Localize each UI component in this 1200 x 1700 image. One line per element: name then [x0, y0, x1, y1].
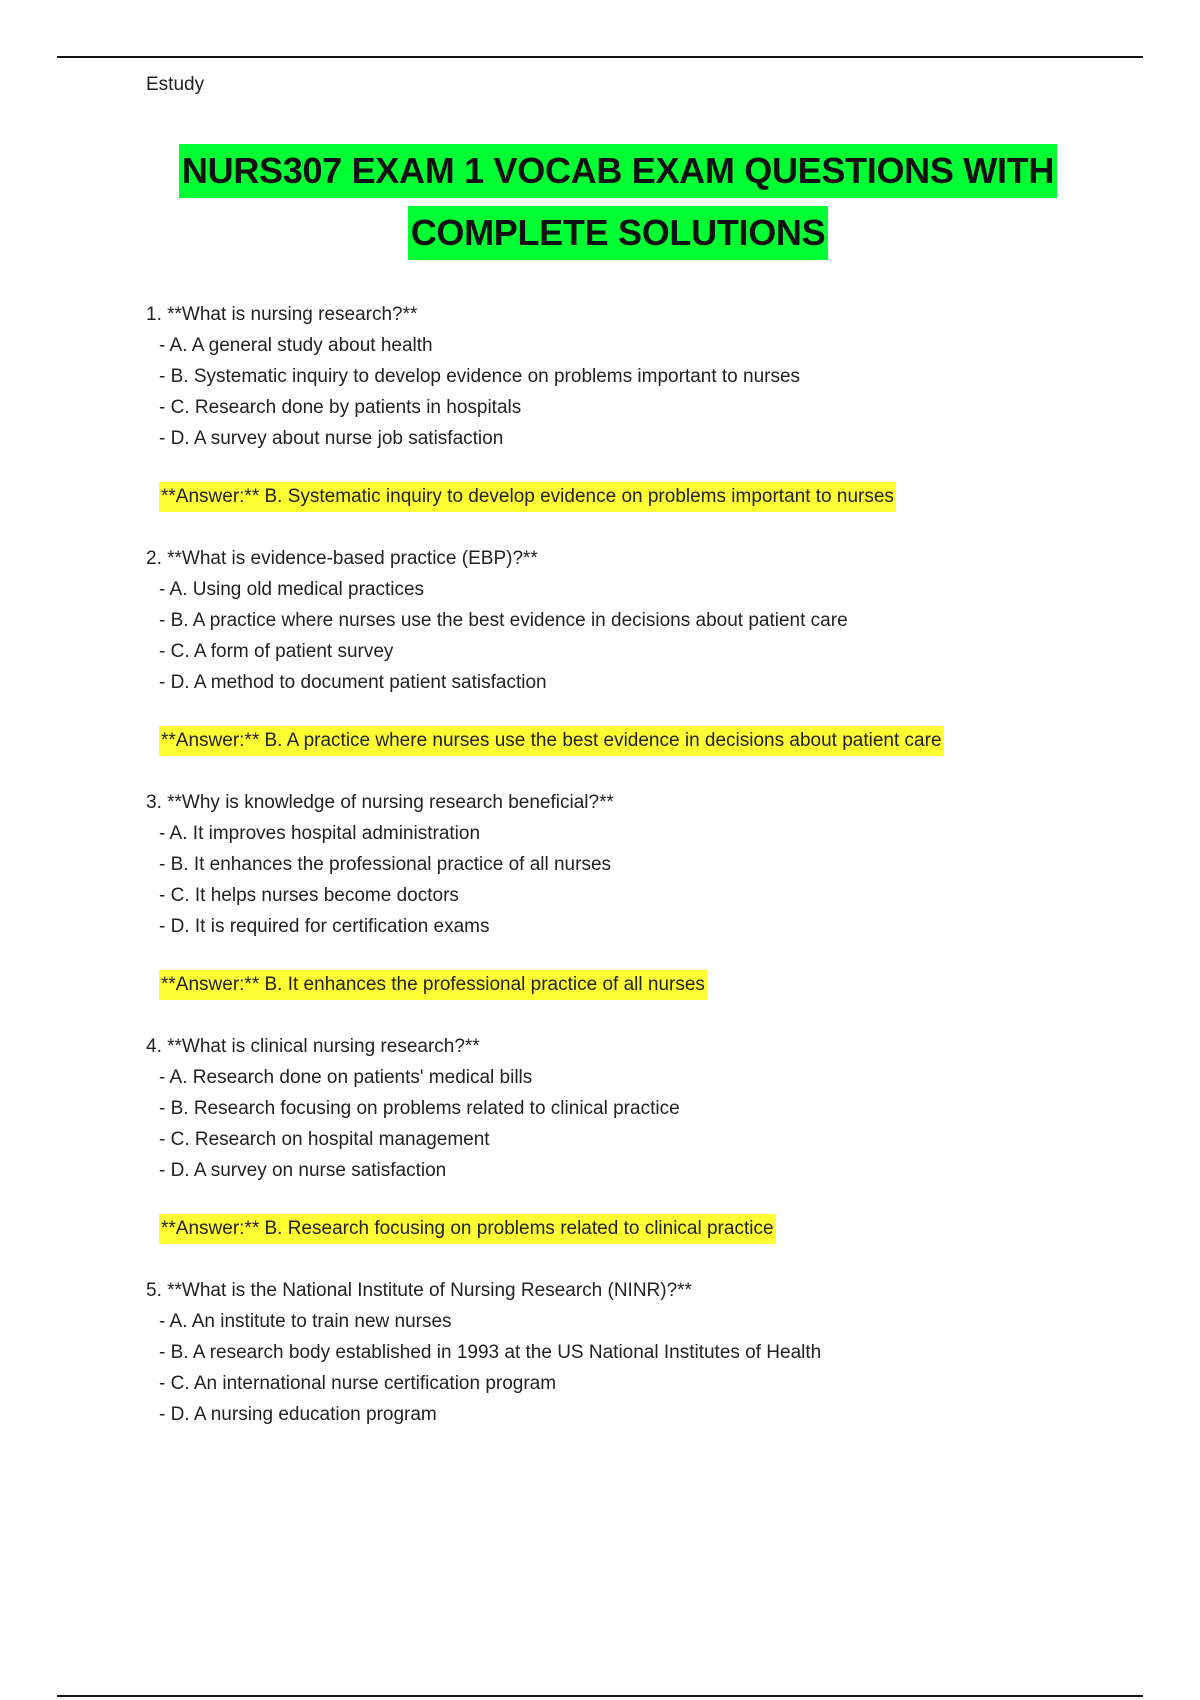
option-b: - B. Research focusing on problems related to clinical practice: [159, 1098, 680, 1119]
option-b: - B. A research body established in 1993 at the US National Institutes of Health: [159, 1342, 822, 1363]
option-d: - D. A survey on nurse satisfaction: [159, 1160, 447, 1181]
question-list: [146, 300, 1146, 1430]
question-item: [146, 788, 1146, 1000]
option-c: - C. Research on hospital management: [159, 1129, 490, 1150]
option-a: - A. Using old medical practices: [159, 579, 425, 600]
option-a: - A. A general study about health: [159, 335, 433, 356]
option-d: - D. A survey about nurse job satisfaction: [159, 428, 504, 449]
question-text: 3. **Why is knowledge of nursing research beneficial?**: [146, 792, 614, 813]
option-b: - B. It enhances the professional practice of all nurses: [159, 854, 612, 875]
option-c: - C. Research done by patients in hospitals: [159, 397, 522, 418]
option-c: - C. An international nurse certification program: [159, 1373, 557, 1394]
option-a: - A. It improves hospital administration: [159, 823, 481, 844]
answer-highlight: **Answer:** B. A practice where nurses use the best evidence in decisions about patient care: [159, 726, 944, 756]
option-c: - C. A form of patient survey: [159, 641, 394, 662]
answer-highlight: **Answer:** B. Research focusing on problems related to clinical practice: [159, 1214, 776, 1244]
question-item: [146, 544, 1146, 756]
top-rule: [57, 56, 1143, 58]
question-item: [146, 1276, 1146, 1430]
answer-highlight: **Answer:** B. Systematic inquiry to develop evidence on problems important to nurses: [159, 482, 896, 512]
question-item: [146, 1032, 1146, 1244]
title-line-2: COMPLETE SOLUTIONS: [408, 206, 829, 260]
bottom-rule: [57, 1695, 1143, 1697]
option-a: - A. Research done on patients' medical bills: [159, 1067, 533, 1088]
title-line-1: NURS307 EXAM 1 VOCAB EXAM QUESTIONS WITH: [179, 144, 1057, 198]
option-c: - C. It helps nurses become doctors: [159, 885, 459, 906]
document-header: Estudy: [146, 74, 205, 95]
question-text: 1. **What is nursing research?**: [146, 304, 418, 325]
option-b: - B. A practice where nurses use the best evidence in decisions about patient care: [159, 610, 848, 631]
document-title: [0, 144, 1200, 268]
question-text: 5. **What is the National Institute of Nursing Research (NINR)?**: [146, 1280, 692, 1301]
question-item: [146, 300, 1146, 512]
option-b: - B. Systematic inquiry to develop evidence on problems important to nurses: [159, 366, 801, 387]
option-d: - D. A nursing education program: [159, 1404, 437, 1425]
question-text: 4. **What is clinical nursing research?**: [146, 1036, 480, 1057]
question-text: 2. **What is evidence-based practice (EBP)?**: [146, 548, 538, 569]
option-a: - A. An institute to train new nurses: [159, 1311, 452, 1332]
option-d: - D. A method to document patient satisfaction: [159, 672, 547, 693]
answer-highlight: **Answer:** B. It enhances the professional practice of all nurses: [159, 970, 707, 1000]
option-d: - D. It is required for certification exams: [159, 916, 490, 937]
